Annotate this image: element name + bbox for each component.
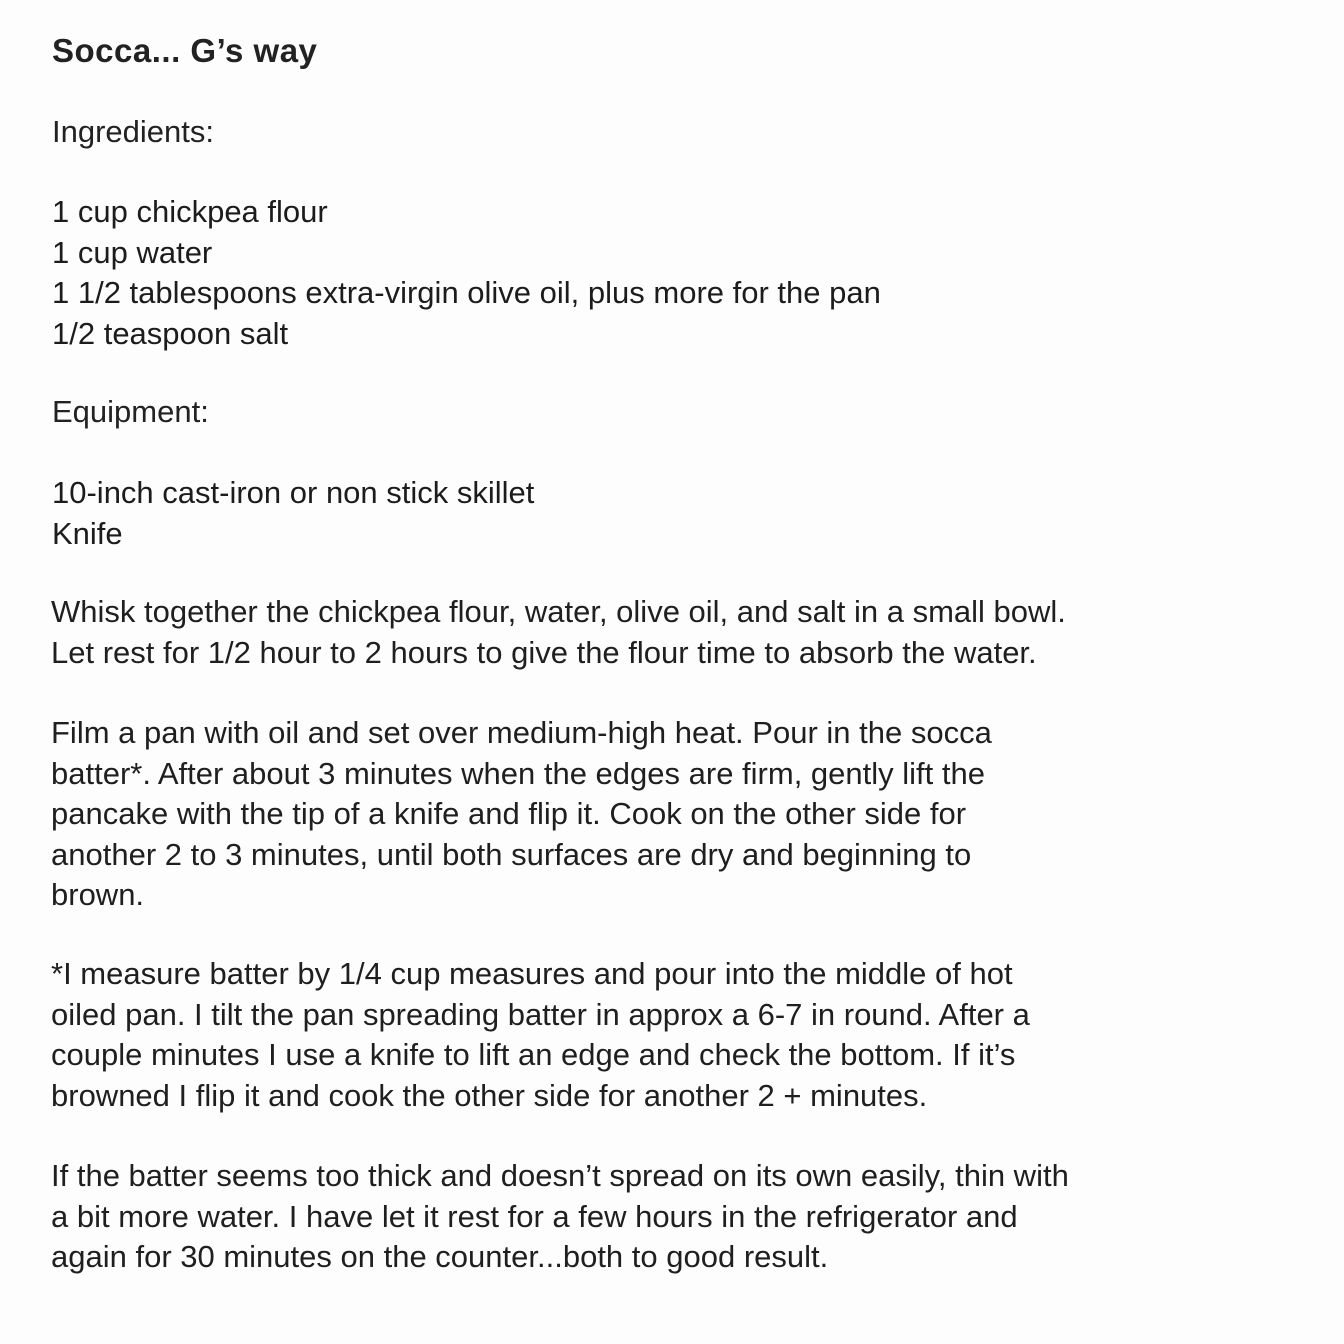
instruction-paragraph-cook (51, 713, 1281, 916)
paragraph-line: Let rest for 1/2 hour to 2 hours to give the flour time to absorb the water. (51, 634, 1037, 670)
paragraph-line: If the batter seems too thick and doesn’t spread on its own easily, thin with (51, 1158, 1069, 1193)
note-paragraph-measure (51, 954, 1281, 1116)
recipe-title: Socca... G’s way (52, 32, 318, 69)
instruction-paragraph-mix (51, 592, 1281, 673)
paragraph-line: again for 30 minutes on the counter...both to good result. (51, 1239, 829, 1274)
ingredient-item: 1 1/2 tablespoons extra-virgin olive oil, plus more for the pan (52, 275, 881, 310)
ingredient-item: 1/2 teaspoon salt (52, 315, 289, 351)
equipment-item: 10-inch cast-iron or non stick skillet (52, 475, 535, 510)
ingredient-item: 1 cup chickpea flour (52, 194, 328, 229)
equipment-list (52, 473, 534, 554)
paragraph-line: brown. (51, 877, 145, 912)
paragraph-line: browned I flip it and cook the other side for another 2 + minutes. (51, 1077, 928, 1113)
paragraph-line: another 2 to 3 minutes, until both surfaces are dry and beginning to (51, 836, 972, 872)
paragraph-line: pancake with the tip of a knife and flip it. Cook on the other side for (51, 796, 967, 831)
paragraph-line: Film a pan with oil and set over medium-high heat. Pour in the socca (51, 715, 992, 750)
paragraph-line: Whisk together the chickpea flour, water, olive oil, and salt in a small bowl. (51, 594, 1066, 629)
ingredients-list (52, 192, 881, 354)
paragraph-line: *I measure batter by 1/4 cup measures and pour into the middle of hot (51, 956, 1013, 991)
equipment-heading: Equipment: (52, 394, 209, 429)
paragraph-line: oiled pan. I tilt the pan spreading batter in approx a 6-7 in round. After a (51, 996, 1030, 1032)
ingredient-item: 1 cup water (52, 234, 213, 270)
paragraph-line: couple minutes I use a knife to lift an edge and check the bottom. If it’s (51, 1037, 1016, 1072)
paragraph-line: a bit more water. I have let it rest for a few hours in the refrigerator and (51, 1198, 1018, 1234)
paragraph-line: batter*. After about 3 minutes when the edges are firm, gently lift the (51, 755, 985, 791)
equipment-item: Knife (52, 515, 123, 551)
note-paragraph-thickness (51, 1156, 1281, 1278)
ingredients-heading: Ingredients: (52, 114, 214, 149)
